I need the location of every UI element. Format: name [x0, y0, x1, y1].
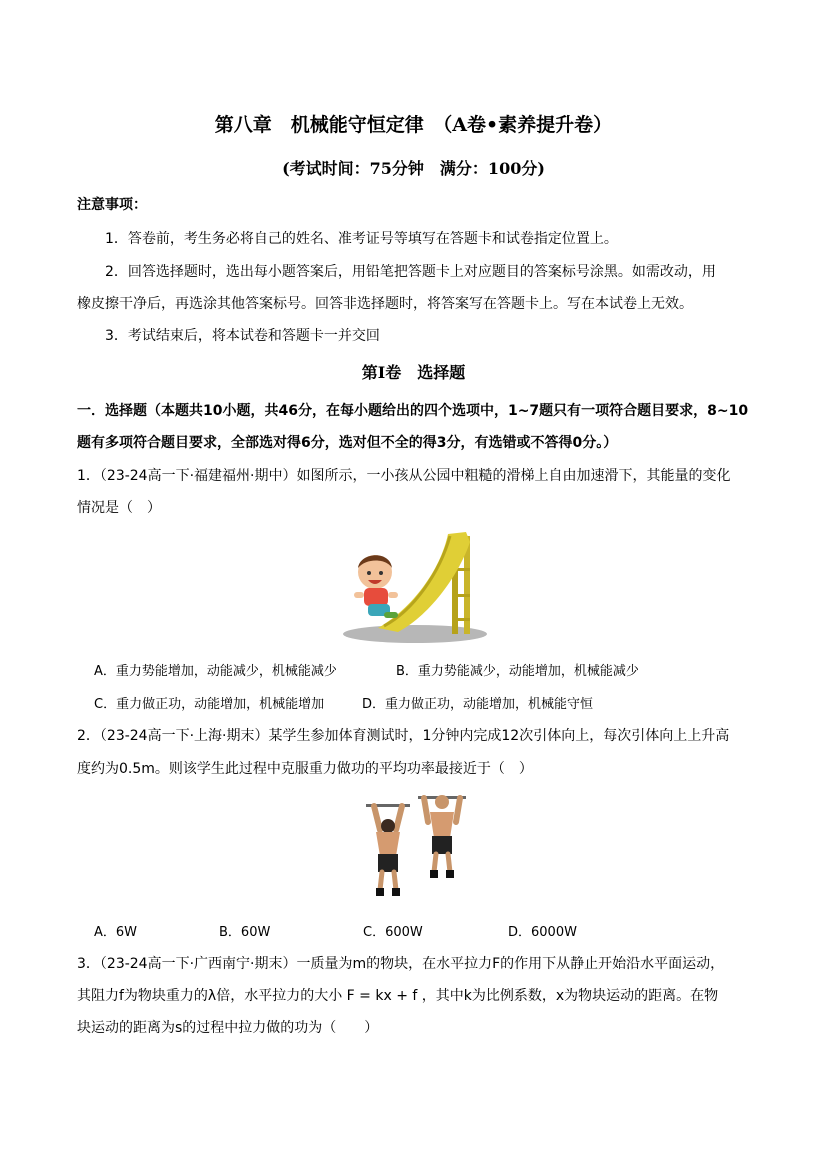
- q2-option-d: D．6000W: [508, 925, 577, 940]
- page-title: 第八章 机械能守恒定律 （A卷•素养提升卷）: [214, 114, 613, 136]
- note-item-2: 2．回答选择题时，选出每小题答案后，用铅笔把答题卡上对应题目的答案标号涂黑。如需改动，用: [105, 264, 716, 280]
- q2-stem-line1: 2．（23-24高一下·上海·期末）某学生参加体育测试时，1分钟内完成12次引体向上，每次引体向上上升高: [77, 728, 730, 744]
- note-item-1: 1．答卷前，考生务必将自己的姓名、准考证号等填写在答题卡和试卷指定位置上。: [105, 231, 618, 247]
- q2-option-c: C．600W: [363, 925, 423, 940]
- q2-option-b: B．60W: [219, 925, 271, 940]
- part-intro-line1: 一．选择题（本题共10小题，共46分，在每小题给出的四个选项中，1~7题只有一项符合题目要求，8~10: [77, 403, 749, 419]
- q2-stem-line2: 度约为0.5m。则该学生此过程中克服重力做功的平均功率最接近于（ ）: [77, 761, 533, 777]
- q1-stem-line1: 1．（23-24高一下·福建福州·期中）如图所示，一小孩从公园中粗糙的滑梯上自由加速滑下，其能量的变化: [77, 468, 731, 484]
- q1-option-c: C．重力做正功，动能增加，机械能增加: [94, 697, 325, 712]
- notes-heading: 注意事项：: [77, 197, 147, 213]
- note-item-3: 3．考试结束后，将本试卷和答题卡一并交回: [105, 328, 380, 344]
- q1-option-d: D．重力做正功，动能增加，机械能守恒: [362, 697, 594, 712]
- note-item-2-cont: 橡皮擦干净后，再选涂其他答案标号。回答非选择题时，将答案写在答题卡上。写在本试卷上无效。: [77, 296, 693, 312]
- exam-info: (考试时间：75分钟 满分：100分): [282, 159, 545, 178]
- q3-stem-line3: 块运动的距离为s的过程中拉力做的功为（ ）: [77, 1020, 379, 1036]
- q3-stem-line2: 其阻力f为物块重力的λ倍，水平拉力的大小 F = kx + f ，其中k为比例系数，x为物块运动的距离。在物: [77, 988, 719, 1004]
- q3-stem-line1: 3．（23-24高一下·广西南宁·期末）一质量为m的物块，在水平拉力F的作用下从静止开始沿水平面运动，: [77, 956, 725, 972]
- slide-child-illustration: [340, 528, 490, 646]
- q1-option-a: A．重力势能增加，动能减少，机械能减少: [94, 664, 337, 679]
- q2-option-a: A．6W: [94, 925, 138, 940]
- part-intro-line2: 题有多项符合题目要求，全部选对得6分，选对但不全的得3分，有选错或不答得0分。）: [77, 435, 618, 451]
- q1-stem-line2: 情况是（ ）: [77, 500, 161, 516]
- pull-up-illustration: [364, 790, 468, 904]
- q1-option-b: B．重力势能减少，动能增加，机械能减少: [396, 664, 639, 679]
- section-title: 第Ⅰ卷 选择题: [361, 363, 466, 382]
